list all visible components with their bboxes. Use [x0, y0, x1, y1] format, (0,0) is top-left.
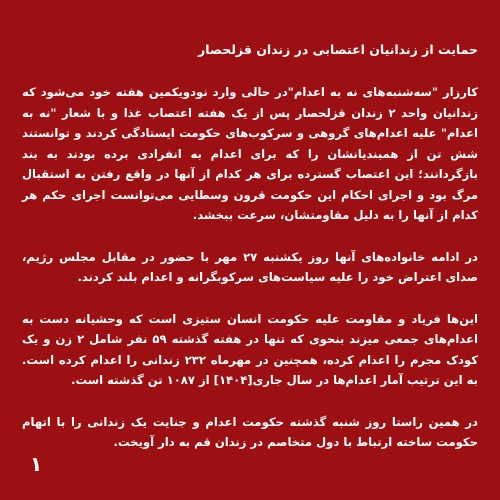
document-title: حمایت از زندانیان اعتصابی در زندان قزلحصار: [198, 42, 478, 57]
page-number: ۱: [30, 452, 43, 476]
paragraph-3: این‌ها فریاد و مقاومت علیه حکومت انسان ستیزی است که وحشیانه دست به اعدام‌های جمعی میزند بنحوی که تنها در هفته گذشته ۵۹ نفر شامل ۲ زن و یک کودک مجرم را اعدام کرده، همچنین در مهرماه ۲۳۲ زندانی را اعدام کرده است. به این ترتیب آمار اعدام‌ها در سال جاری[۱۴۰۴] از ۱۰۸۷ تن گذشته است.: [22, 311, 478, 387]
paragraph-4: در همین راستا روز شنبه گذشته حکومت اعدام و جنایت یک زندانی را با اتهام حکومت ساخته ارتباط با دول متخاصم در زندان قم به دار آویخت.: [22, 414, 478, 449]
paragraph-1: کارزار "سه‌شنبه‌های نه به اعدام"در حالی وارد نودویکمین هفته خود می‌شود که زندانیان واحد ۲ زندان قزلحصار پس از یک هفته اعتصاب غذا و با شعار "نه به اعدام" علیه اعدام‌های گروهی و سرکوب‌های حکومت ایستادگی کردند و توانستند شش تن از همبندیانشان را که برای اعدام به انفرادی برده بودند به بند بازگردانند؛ این اعتصاب گسترده برای هر کدام از آنها در واقع رفتن به استقبال مرگ بود و اجرای احکام این حکومت قرون وسطایی می‌توانست اجرای حکم هر کدام از آنها را به دلیل مقاومتشان، سرعت ببخشد.: [22, 85, 478, 222]
paragraph-2: در ادامه خانواده‌های آنها روز یکشنبه ۲۷ مهر با حضور در مقابل مجلس رژیم، صدای اعتراض خود را علیه سیاست‌های سرکوبگرانه و اعدام بلند کردند.: [22, 249, 478, 284]
